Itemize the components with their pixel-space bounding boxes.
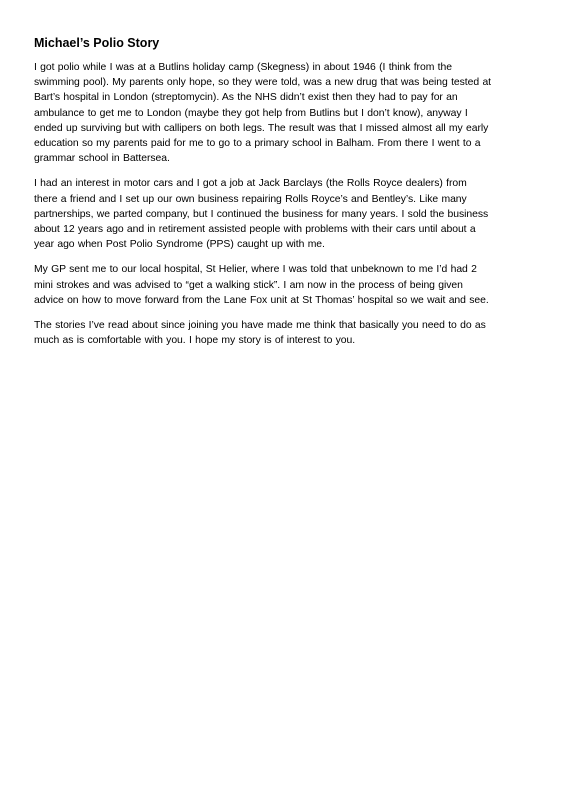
paragraph-line: about 12 years ago and in retirement assisted people with problems with their cars until about a xyxy=(34,224,476,236)
paragraph-line: I had an interest in motor cars and I got a job at Jack Barclays (the Rolls Royce dealers) from xyxy=(34,178,467,190)
paragraph-line: there a friend and I set up our own business repairing Rolls Royce’s and Bentley’s. Like many xyxy=(34,193,467,205)
document-page xyxy=(34,36,544,358)
paragraph-2 xyxy=(34,176,544,252)
paragraph-line: partnerships, we parted company, but I continued the business for many years. I sold the business xyxy=(34,208,489,220)
paragraph-line: year ago when Post Polio Syndrome (PPS) caught up with me. xyxy=(34,239,325,251)
paragraph-line: ambulance to get me to London (maybe they got help from Butlins but I don’t know), anyway I xyxy=(34,107,468,119)
paragraph-line: education so my parents paid for me to go to a primary school in Balham. From there I went to a xyxy=(34,138,481,150)
paragraph-line: mini strokes and was advised to “get a walking stick”. I am now in the process of being given xyxy=(34,279,463,291)
paragraph-line: My GP sent me to our local hospital, St Helier, where I was told that unbeknown to me I’d had 2 xyxy=(34,264,477,276)
paragraph-line: advice on how to move forward from the Lane Fox unit at St Thomas’ hospital so we wait and see. xyxy=(34,294,489,306)
paragraph-line: I got polio while I was at a Butlins holiday camp (Skegness) in about 1946 (I think from the xyxy=(34,62,452,73)
paragraph-line: The stories I’ve read about since joining you have made me think that basically you need to do as xyxy=(34,320,486,332)
document-title: Michael’s Polio Story xyxy=(34,36,160,50)
paragraph-line: grammar school in Battersea. xyxy=(34,153,170,165)
paragraph-line: much as is comfortable with you. I hope my story is of interest to you. xyxy=(34,335,356,347)
paragraph-line: ended up surviving but with callipers on both legs. The result was that I missed almost all my early xyxy=(34,122,489,134)
paragraph-1 xyxy=(34,60,544,166)
paragraph-line: swimming pool). My parents only hope, so they were told, was a new drug that was being tested at xyxy=(34,77,492,89)
paragraph-4 xyxy=(34,318,544,348)
paragraph-line: Bart’s hospital in London (streptomycin). As the NHS didn’t exist then they had to pay for an xyxy=(34,92,458,104)
paragraph-3 xyxy=(34,262,544,308)
